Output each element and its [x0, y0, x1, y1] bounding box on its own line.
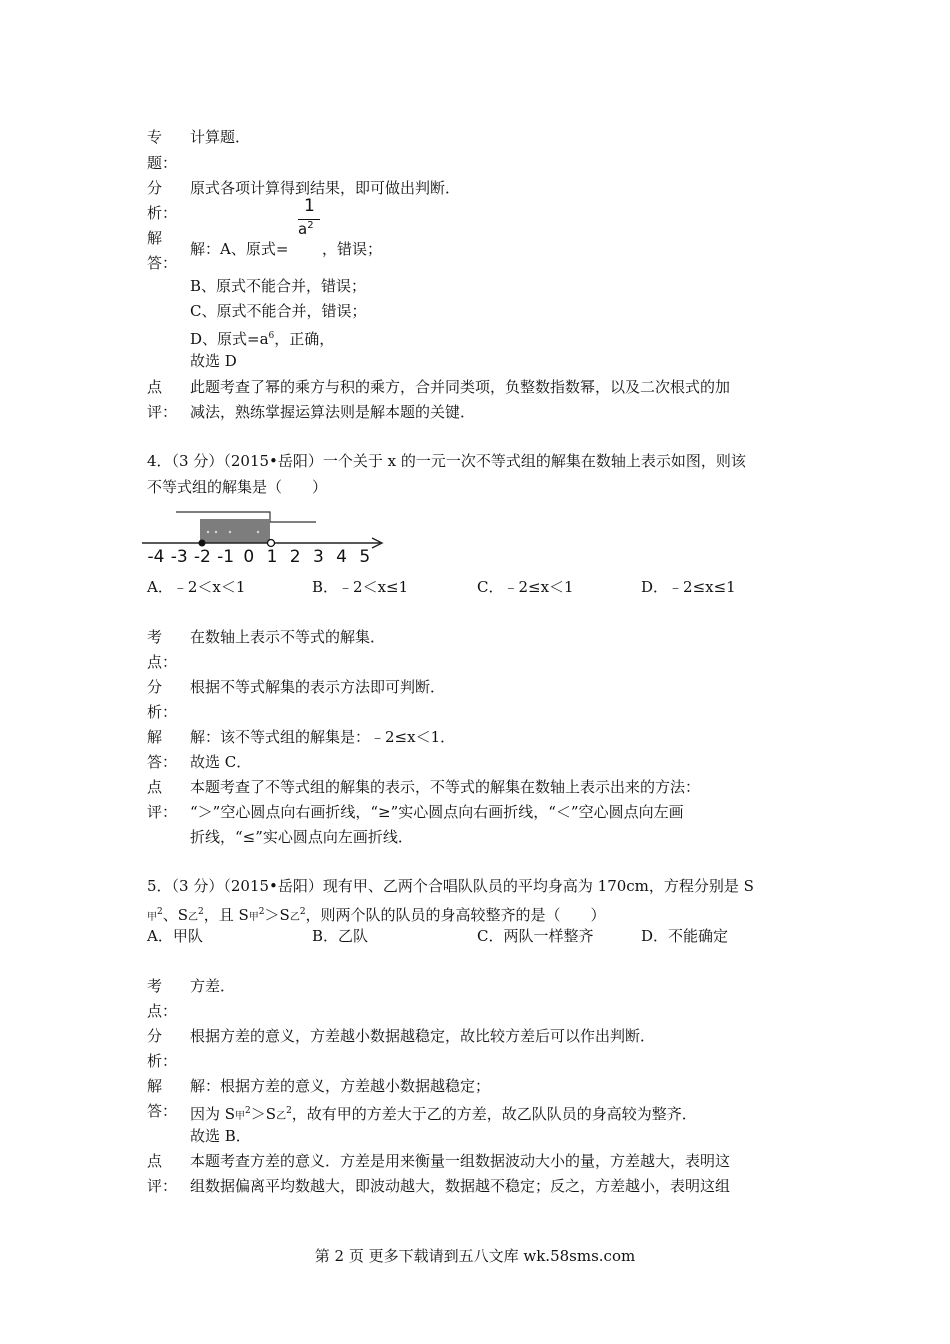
q5-dianping-line-1: 本题考查方差的意义．方差是用来衡量一组数据波动大小的量，方差越大，表明这: [190, 1152, 731, 1170]
axis-tick-label: 0: [243, 547, 255, 567]
q4-jieda-label-2: 答：: [147, 753, 178, 771]
q5-stem-line-2: 甲$^2$、S乙$^2$，且 S甲$^2$＞S乙$^2$，则两个队的队员的身高较整齐的是（ ）: [147, 906, 606, 924]
q4-dianping-line-1: 本题考查了不等式组的解集的表示，不等式的解集在数轴上表示出来的方法：: [190, 778, 701, 796]
q3-dianping-line-2: 减法，熟练掌握运算法则是解本题的关键．: [190, 403, 476, 421]
q3-dianping-label-1: 点: [147, 378, 163, 396]
q4-fenxi-label-1: 分: [147, 678, 163, 696]
q5-jieda-line-2: 因为 S甲$^2$＞S乙$^2$，故有甲的方差大于乙的方差，故乙队队员的身高较为整齐．: [190, 1105, 697, 1123]
q5-stem-line-1: 5．（3 分）（2015•岳阳）现有甲、乙两个合唱队队员的平均身高为 170cm，方程分别是 S: [147, 877, 754, 895]
q5-jieda-line-1: 解：根据方差的意义，方差越小数据越稳定；: [190, 1077, 491, 1095]
hollow-point-1: [268, 540, 275, 547]
q3-zhuanti-label-1: 专: [147, 128, 163, 146]
q4-dianping-label-2: 评：: [147, 803, 178, 821]
q5-dianping-line-2: 组数据偏离平均数越大，即波动越大，数据越不稳定；反之，方差越小，表明这组: [190, 1177, 731, 1195]
q3-jieda-end: 故选 D: [190, 352, 237, 370]
page-footer: 第 2 页 更多下载请到五八文库 wk.58sms.com: [314, 1247, 636, 1265]
q5-option-a[interactable]: A．甲队: [147, 927, 203, 945]
axis-tick-label: 5: [359, 547, 371, 567]
q5-fenxi: 根据方差的意义，方差越小数据越稳定，故比较方差后可以作出判断．: [190, 1027, 656, 1045]
q5-option-b[interactable]: B．乙队: [312, 927, 369, 945]
axis-tick-label: 4: [336, 547, 348, 567]
q5-jieda-label-2: 答：: [147, 1102, 178, 1120]
q4-kaodian: 在数轴上表示不等式的解集．: [190, 628, 386, 646]
q5-jieda-label-1: 解: [147, 1077, 163, 1095]
q4-kaodian-label-1: 考: [147, 628, 163, 646]
q4-option-c[interactable]: C．﹣2≤x＜1: [477, 578, 574, 596]
q5-dianping-label-2: 评：: [147, 1177, 178, 1195]
q3-jieda-label-1: 解: [147, 229, 163, 247]
q5-kaodian-label-1: 考: [147, 977, 163, 995]
q5-jieda-line-3: 故选 B．: [190, 1127, 251, 1145]
axis-tick-labels: [148, 547, 371, 567]
q4-option-a[interactable]: A．﹣2＜x＜1: [147, 578, 246, 596]
q5-kaodian-label-2: 点：: [147, 1002, 178, 1020]
q5-option-d[interactable]: D．不能确定: [641, 927, 729, 945]
q3-dianping-label-2: 评：: [147, 403, 178, 421]
q3-fenxi-label-1: 分: [147, 179, 163, 197]
q4-option-d[interactable]: D．﹣2≤x≤1: [641, 578, 736, 596]
solid-point-minus2: [199, 540, 206, 547]
q5-kaodian: 方差．: [190, 977, 236, 995]
q3-jieda-b: B、原式不能合并，错误；: [190, 277, 367, 295]
axis-tick-label: 2: [289, 547, 301, 567]
q3-jieda-a-suffix: ，错误；: [322, 240, 383, 258]
axis-tick-label: 3: [312, 547, 324, 567]
q3-jieda-label-2: 答：: [147, 254, 178, 272]
q4-kaodian-label-2: 点：: [147, 653, 178, 671]
q3-jieda-a-prefix: 解：A、原式=: [190, 240, 289, 258]
q3-zhuanti: 计算题．: [190, 128, 251, 146]
q5-fenxi-label-1: 分: [147, 1027, 163, 1045]
q3-jieda-c: C、原式不能合并，错误；: [190, 302, 367, 320]
solution-shaded-region: [200, 519, 270, 543]
q3-fraction: [296, 196, 322, 242]
axis-tick-label: -4: [147, 547, 165, 567]
fraction-numerator: 1: [304, 196, 315, 216]
q4-jieda-line-2: 故选 C．: [190, 753, 252, 771]
q4-fenxi: 根据不等式解集的表示方法即可判断．: [190, 678, 446, 696]
q3-fenxi: 原式各项计算得到结果，即可做出判断．: [190, 179, 461, 197]
q3-zhuanti-label-2: 题：: [147, 154, 178, 172]
fraction-denominator: $a^2$: [298, 220, 314, 238]
q3-jieda-d: D、原式$=a^6$，正确，: [190, 330, 335, 348]
q4-stem-line-1: 4．（3 分）（2015•岳阳）一个关于 x 的一元一次不等式组的解集在数轴上表示如图，则该: [147, 452, 746, 470]
axis-tick-label: 1: [266, 547, 278, 567]
q5-fenxi-label-2: 析：: [147, 1052, 178, 1070]
q4-dianping-label-1: 点: [147, 778, 163, 796]
q4-jieda-line-1: 解：该不等式组的解集是：﹣2≤x＜1．: [190, 728, 456, 746]
q4-stem-line-2: 不等式组的解集是（ ）: [147, 478, 328, 496]
q5-option-c[interactable]: C．两队一样整齐: [477, 927, 594, 945]
axis-tick-label: -1: [217, 547, 235, 567]
q4-fenxi-label-2: 析：: [147, 703, 178, 721]
q4-jieda-label-1: 解: [147, 728, 163, 746]
axis-tick-label: -3: [170, 547, 188, 567]
q3-dianping-line-1: 此题考查了幂的乘方与积的乘方，合并同类项，负整数指数幂，以及二次根式的加: [190, 378, 731, 396]
q3-fenxi-label-2: 析：: [147, 204, 178, 222]
axis-tick-label: -2: [193, 547, 211, 567]
q4-option-b[interactable]: B．﹣2＜x≤1: [312, 578, 409, 596]
q4-dianping-line-3: 折线，“≤”实心圆点向左画折线．: [190, 828, 413, 846]
number-line-figure: [140, 505, 390, 569]
q5-dianping-label-1: 点: [147, 1152, 163, 1170]
q4-dianping-line-2: “＞”空心圆点向右画折线，“≥”实心圆点向右画折线，“＜”空心圆点向左画: [190, 803, 684, 821]
